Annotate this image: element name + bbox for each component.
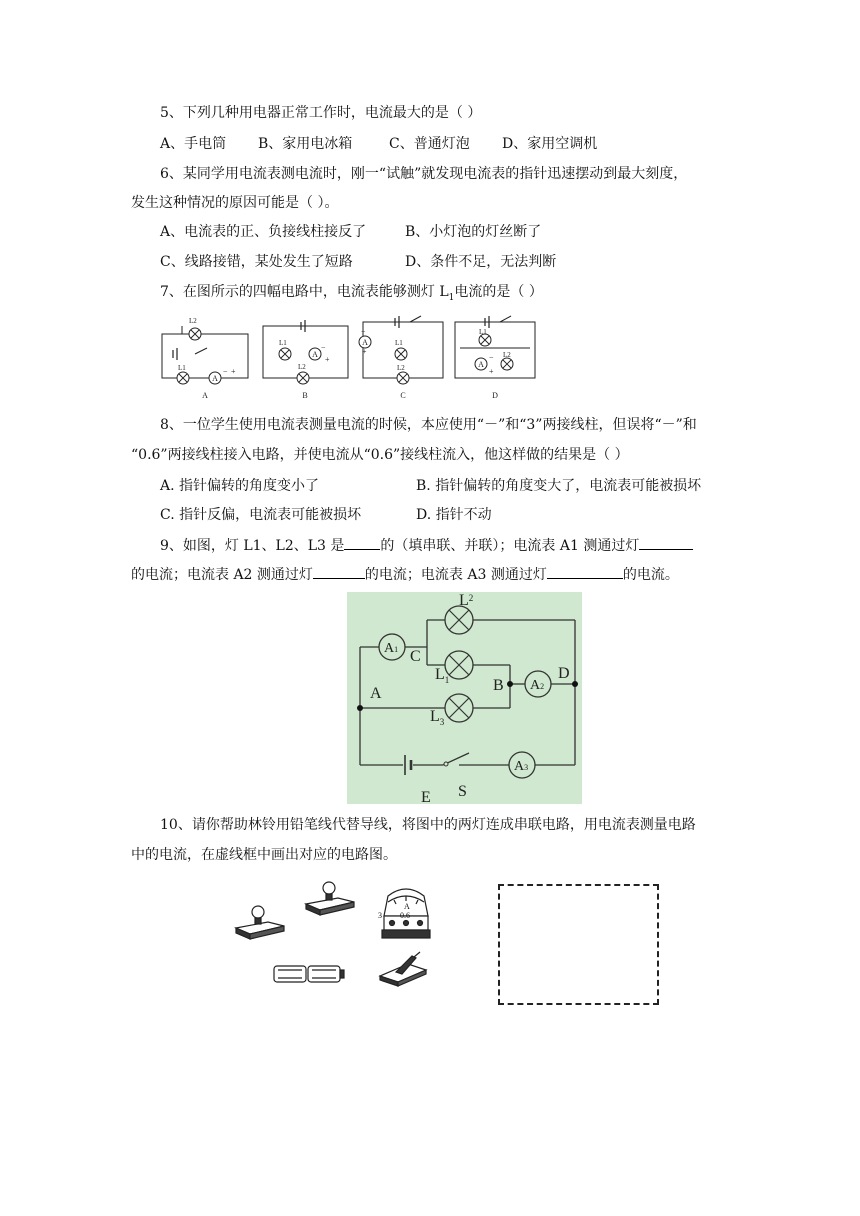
q6-option-b: B、小灯泡的灯丝断了 <box>405 224 542 240</box>
q6-option-c: C、线路接错，某处发生了短路 <box>160 254 353 270</box>
q8-option-a: A. 指针偏转的角度变小了 <box>160 478 320 494</box>
q8-option-c: C. 指针反偏，电流表可能被损坏 <box>160 507 362 523</box>
svg-text:L2: L2 <box>298 363 306 371</box>
svg-text:−: − <box>321 343 326 352</box>
svg-text:A2: A2 <box>529 678 545 693</box>
circuit-label-b: B <box>302 391 308 400</box>
q9-blank-a3[interactable] <box>547 564 623 579</box>
q9-blank-a2[interactable] <box>313 564 365 579</box>
svg-text:+: + <box>231 367 236 376</box>
svg-text:L3: $L_3$ <box>430 708 445 727</box>
node-a-label: A <box>370 685 382 702</box>
ammeter-c-label: A <box>362 338 368 347</box>
svg-text:L1: $L_1$ <box>435 666 450 685</box>
q9-blank-connection[interactable] <box>344 535 380 550</box>
q6-option-d: D、条件不足，无法判断 <box>405 254 557 270</box>
svg-text:0.6: 0.6 <box>400 911 410 920</box>
node-c-label: C <box>410 648 421 665</box>
svg-text:L2: L2 <box>189 317 197 325</box>
svg-text:+: + <box>362 347 367 356</box>
knife-switch-icon <box>380 952 426 986</box>
q10-stem-line1: 10、请你帮助林铃用铅笔线代替导线，将图中的两灯连成串联电路，用电流表测量电路 <box>160 817 696 833</box>
svg-text:A: A <box>404 902 410 911</box>
svg-text:+: + <box>489 367 494 376</box>
circuit-label-a: A <box>202 391 208 400</box>
node-b-label: B <box>493 677 504 694</box>
q6-stem-line2: 发生这种情况的原因可能是（ ）。 <box>131 195 339 211</box>
svg-text:+: + <box>325 355 330 364</box>
q9-circuit-diagram <box>347 592 582 804</box>
q5-option-a: A、手电筒 <box>160 136 227 152</box>
q8-option-b: B. 指针偏转的角度变大了，电流表可能被损坏 <box>416 478 702 494</box>
lamp-holder-2-icon <box>306 882 354 915</box>
lamp-holder-1-icon <box>236 906 284 939</box>
ammeter-d-label: A <box>478 360 484 369</box>
q6-stem-line1: 6、某同学用电流表测电流时，刚一“试触”就发现电流表的指针迅速摆动到最大刻度， <box>160 166 688 182</box>
svg-text:3: 3 <box>378 911 382 920</box>
svg-text:L2: L2 <box>397 364 405 372</box>
q6-option-a: A、电流表的正、负接线柱接反了 <box>160 224 367 240</box>
q9-line2: 的电流；电流表 A2 测通过灯 的电流；电流表 A3 测通过灯 的电流。 <box>131 564 679 585</box>
svg-text:−: − <box>361 327 366 336</box>
q9-blank-a1[interactable] <box>639 535 693 550</box>
circuit-label-c: C <box>400 391 406 400</box>
svg-text:L1: L1 <box>395 339 403 347</box>
q9-line1: 9、如图，灯 L1、L2、L3 是 的（填串联、并联）；电流表 A1 测通过灯 <box>160 535 693 556</box>
svg-text:A1: A1 <box>383 641 399 656</box>
ammeter-a-label: A <box>212 374 218 383</box>
battery-pack-icon <box>274 966 344 982</box>
svg-text:L1: L1 <box>479 328 487 336</box>
circuit-label-d: D <box>492 391 498 400</box>
q8-stem-line1: 8、一位学生使用电流表测量电流的时候，本应使用“－”和“3”两接线柱，但误将“－”和 <box>160 417 697 433</box>
svg-text:−: − <box>223 367 228 376</box>
node-d-label: D <box>558 665 570 682</box>
switch-s-label: S <box>458 783 467 800</box>
svg-text:L1: L1 <box>178 364 186 372</box>
q7-circuits <box>155 312 545 408</box>
svg-text:A3: A3 <box>513 759 529 774</box>
svg-text:L2: $L^2$ <box>459 592 474 609</box>
q10-answer-box[interactable] <box>498 884 659 1005</box>
svg-text:L2: L2 <box>503 351 511 359</box>
ammeter-b-label: A <box>312 350 318 359</box>
svg-text:−: − <box>489 353 494 362</box>
battery-e-label: E <box>421 789 431 804</box>
q5-option-c: C、普通灯泡 <box>389 136 470 152</box>
q5-option-d: D、家用空调机 <box>502 136 598 152</box>
q8-option-d: D. 指针不动 <box>416 507 492 523</box>
q5-stem: 5、下列几种用电器正常工作时，电流最大的是（ ） <box>160 105 482 121</box>
q7-stem: 7、在图所示的四幅电路中，电流表能够测灯 $L_1$电流的是（ ） <box>160 284 543 303</box>
q5-option-b: B、家用电冰箱 <box>258 136 353 152</box>
q8-stem-line2: “0.6”两接线柱接入电路，并使电流从“0.6”接线柱流入，他这样做的结果是（ ） <box>131 447 629 463</box>
q10-components <box>228 878 450 990</box>
svg-text:L1: L1 <box>279 339 287 347</box>
q10-stem-line2: 中的电流，在虚线框中画出对应的电路图。 <box>131 847 397 863</box>
